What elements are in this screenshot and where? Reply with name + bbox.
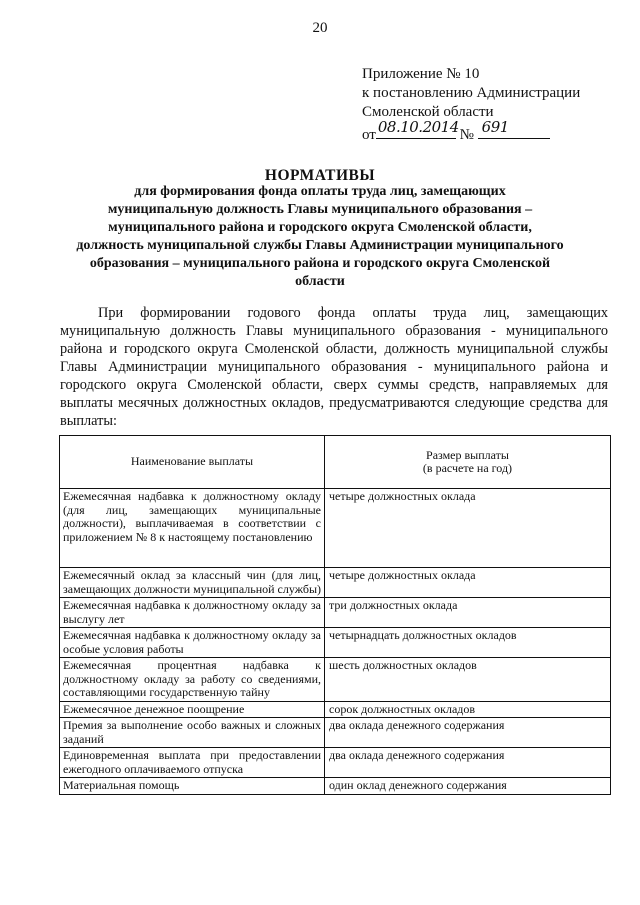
subtitle-line: для формирования фонда оплаты труда лиц, замещающих [134,184,506,199]
payment-amount: шесть должностных окладов [325,658,611,702]
table-row [60,748,611,778]
subtitle-line: муниципальную должность Главы муниципального образования – [107,202,533,217]
intro-paragraph: При формировании годового фонда оплаты труда лиц, замещающих муниципальную должность Главы муниципального образования - муниципального района и городского округа Смоленской области, должность муниципальной службы Главы Администрации муниципального образования - муниципального района и городского округа Смоленской области, сверх суммы средств, направляемых для выплаты месячных должностных окладов, предусматриваются следующие средства для выплаты: [60,305,608,429]
header-payment-name: Наименование выплаты [60,436,325,489]
payment-amount: четыре должностных оклада [325,489,611,568]
payment-amount: сорок должностных окладов [325,701,611,718]
header-amount-line-1: Размер выплаты [426,447,509,462]
number-field [478,118,550,139]
appendix-date-line [362,118,580,145]
payments-table [59,435,611,795]
header-payment-amount [325,436,611,489]
table-row [60,628,611,658]
table-header-row [60,436,611,489]
table-row [60,598,611,628]
header-amount-line-2: (в расчете на год) [422,461,513,475]
document-title: НОРМАТИВЫ [264,167,376,184]
handwritten-date: 08.10.2014 [377,118,459,136]
payment-amount: два оклада денежного содержания [325,748,611,778]
appendix-line-1: Приложение № 10 [362,66,480,82]
table-row [60,568,611,598]
subtitle-line: муниципального района и городского округа Смоленской области, [108,220,532,235]
appendix-line-2: к постановлению Администрации [362,85,581,101]
payment-amount: четыре должностных оклада [325,568,611,598]
date-field [376,118,459,139]
payment-name: Ежемесячная надбавка к должностному окладу за особые условия работы [60,628,325,658]
payment-name: Ежемесячное денежное поощрение [60,701,325,718]
payment-amount: один оклад денежного содержания [325,778,611,795]
payment-name: Премия за выполнение особо важных и сложных заданий [60,718,325,748]
payment-amount: два оклада денежного содержания [325,718,611,748]
appendix-block [362,65,580,145]
payment-name: Материальная помощь [60,778,325,795]
table-row [60,778,611,795]
payment-amount: четырнадцать должностных окладов [325,628,611,658]
table-row [60,701,611,718]
table-row [60,489,611,568]
subtitle-line: области [295,274,345,289]
handwritten-number: 691 [481,118,509,136]
date-prefix: от [362,127,376,143]
subtitle-line: образования – муниципального района и городского округа Смоленской [89,256,551,271]
number-prefix: № [459,127,474,143]
payment-amount: три должностных оклада [325,598,611,628]
payment-name: Ежемесячный оклад за классный чин (для лиц, замещающих должности муниципальной службы) [60,568,325,598]
payment-name: Ежемесячная надбавка к должностному окладу (для лиц, замещающих муниципальные должности), выплачиваемая в соответствии с приложением № 8 к настоящему постановлению [60,489,325,568]
subtitle-line: должность муниципальной службы Главы Администрации муниципального [76,238,564,253]
appendix-line-3: Смоленской области [362,104,494,120]
payment-name: Ежемесячная надбавка к должностному окладу за выслугу лет [60,598,325,628]
table-row [60,718,611,748]
payment-name: Ежемесячная процентная надбавка к должностному окладу за работу со сведениями, составляющими государственную тайну [60,658,325,702]
table-row [60,658,611,702]
payment-name: Единовременная выплата при предоставлении ежегодного оплачиваемого отпуска [60,748,325,778]
page-number: 20 [312,20,328,36]
document-subtitle [60,183,580,291]
